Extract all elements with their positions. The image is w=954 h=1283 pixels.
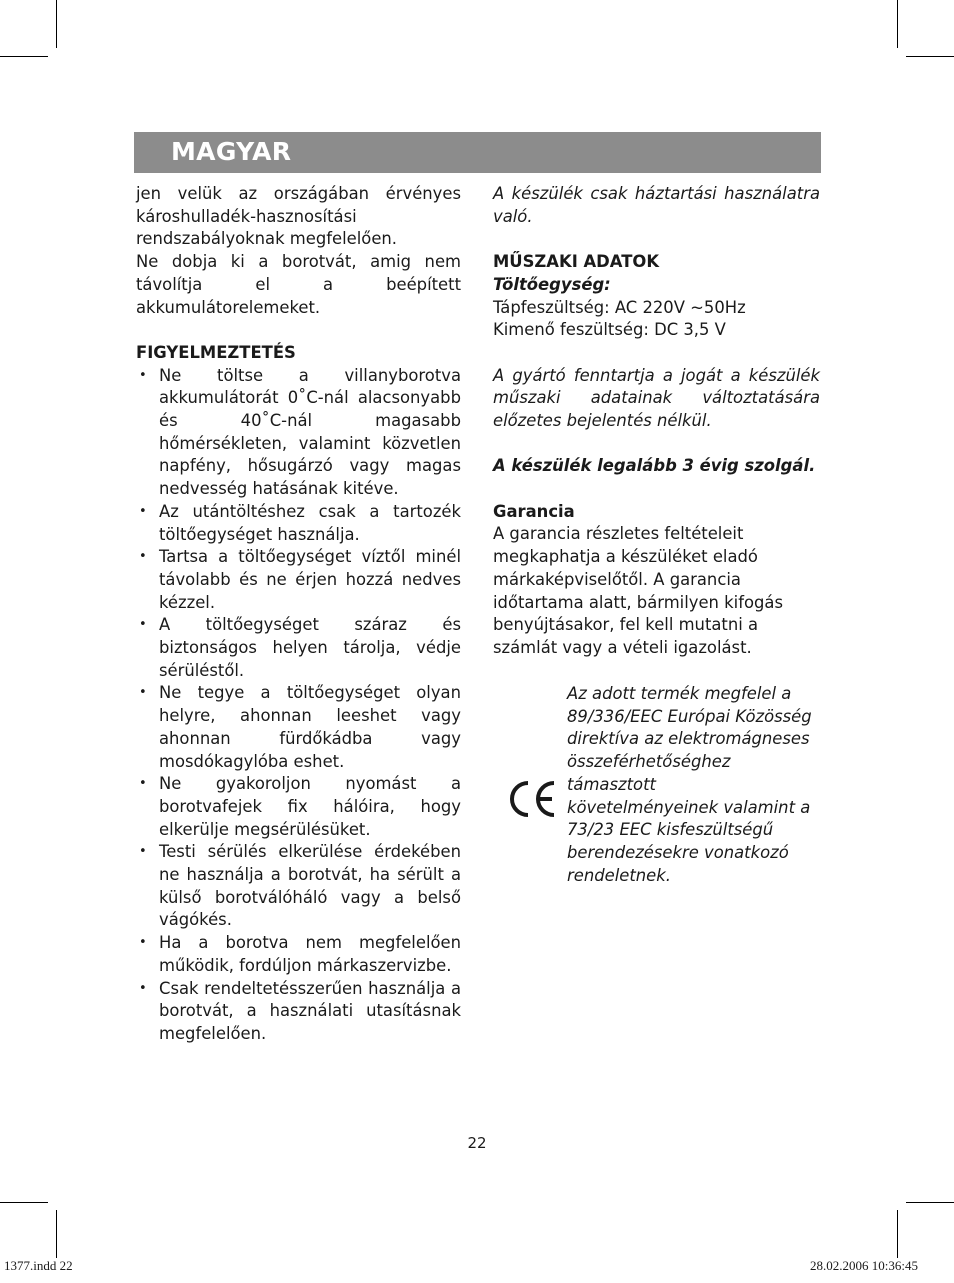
crop-mark <box>897 1210 898 1258</box>
crop-mark <box>56 1210 57 1258</box>
disposal-paragraph: jen velük az országában érvényes károshulladék-hasznosítási rendszabályoknak megfelelően. <box>136 184 461 249</box>
date-slug: 28.02.2006 10:36:45 <box>810 1258 918 1273</box>
warning-item: • A töltőegységet száraz és biztonságos helyen tárolja, védje sérüléstől. <box>136 614 461 682</box>
crop-mark <box>0 1202 48 1203</box>
warning-list <box>136 365 461 1046</box>
crop-mark <box>906 56 954 57</box>
charger-label: Töltőegység: <box>493 274 611 294</box>
warning-item: • Ha a borotva nem megfelelően működik, fordúljon márkaszervizbe. <box>136 932 461 977</box>
household-note: A készülék csak háztartási használatra való. <box>493 184 820 226</box>
warning-heading: FIGYELMEZTETÉS <box>136 342 296 362</box>
warranty-text: A garancia részletes feltételeit megkaphatja a készüléket eladó márkaképviselőtől. A garancia időtartama alatt, bármilyen kifogás benyújtásakor, fel kell mutatni a számlát vagy a vételi igazolást. <box>493 524 783 657</box>
warning-item: • Testi sérülés elkerülése érdekében ne használja a borotvát, ha sérült a külső borotválóháló vagy a belső vágókés. <box>136 841 461 932</box>
manufacturer-note: A gyártó fenntartja a jogát a készülék műszaki adatainak változtatására előzetes bejelentés nélkül. <box>493 365 820 430</box>
file-slug: 1377.indd 22 <box>4 1258 73 1273</box>
section-header <box>134 132 821 173</box>
warranty-heading: Garancia <box>493 501 575 521</box>
right-column <box>493 183 820 660</box>
warning-item: • Az utántöltéshez csak a tartozék töltőegységet használja. <box>136 501 461 546</box>
tech-data-heading: MŰSZAKI ADATOK <box>493 252 660 272</box>
battery-removal-paragraph: Ne dobja ki a borotvát, amig nem távolítja el a beépített akkumulátorelemeket. <box>136 252 461 317</box>
crop-mark <box>897 0 898 48</box>
ce-conformity-text: Az adott termék megfelel a 89/336/EEC Európai Közösség direktíva az elektromágneses összeférhetőséghez támasztott követelményeinek valamint a 73/23 EEC kisfeszültségű berendezésekre vonatkozó rendeletnek. <box>567 684 812 885</box>
warning-item: • Ne gyakoroljon nyomást a borotvafejek fix hálóira, hogy elkerülje megsérülésüket. <box>136 773 461 841</box>
output-voltage: Kimenő feszültség: DC 3,5 V <box>493 320 726 340</box>
warning-item: • Csak rendeltetésszerűen használja a borotvát, a használati utasításnak megfelelően. <box>136 978 461 1046</box>
crop-mark <box>56 0 57 48</box>
ce-mark-icon <box>506 779 558 819</box>
crop-mark <box>0 56 48 57</box>
warning-item: • Ne töltse a villanyborotva akkumulátorát 0˚C-nál alacsonyabb és 40˚C-nál magasabb hőmérsékleten, valamint közvetlen napfény, hősugárzó vagy magas nedvesség hatásának kitéve. <box>136 365 461 501</box>
page-number: 22 <box>467 1134 487 1152</box>
left-column <box>136 183 461 1046</box>
warning-item: • Tartsa a töltőegységet víztől minél távolabb és ne érjen hozzá nedves kézzel. <box>136 546 461 614</box>
supply-voltage: Tápfeszültség: AC 220V ~50Hz <box>493 297 746 317</box>
service-life-note: A készülék legalább 3 évig szolgál. <box>493 456 816 476</box>
crop-mark <box>906 1202 954 1203</box>
section-title: MAGYAR <box>171 137 292 166</box>
warning-item: • Ne tegye a töltőegységet olyan helyre, ahonnan leeshet vagy ahonnan fürdőkádba vagy mosdókagylóba eshet. <box>136 682 461 773</box>
